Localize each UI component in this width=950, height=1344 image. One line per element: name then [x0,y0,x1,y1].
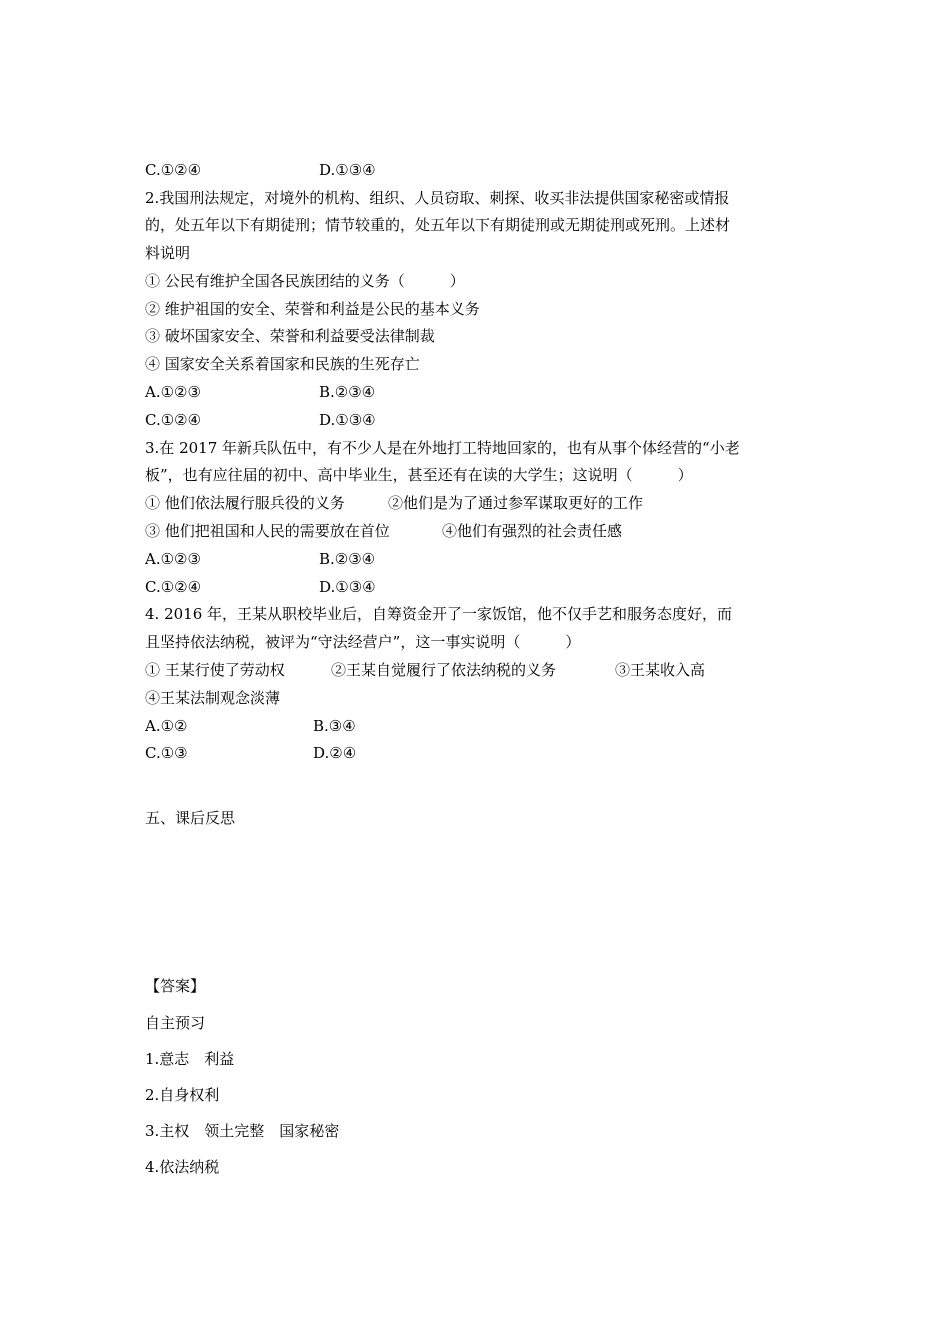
answer-line: 4.依法纳税 [145,1158,220,1176]
answers-subheading: 自主预习 [145,1014,206,1032]
answer-line: 3.主权 领土完整 国家秘密 [145,1122,340,1140]
q4-option-d: D.②④ [313,744,357,762]
q3-item: ②他们是为了通过参军谋取更好的工作 [388,494,644,512]
q3-option-c: C.①②④ [145,578,202,596]
q3-item: ① 他们依法履行服兵役的义务 [145,494,345,512]
q2-option-a: A.①②③ [145,383,201,401]
q4-stem-line: 4. 2016 年，王某从职校毕业后，自筹资金开了一家饭馆，他不仅手艺和服务态度好，而 [145,605,733,623]
q3-item: ③ 他们把祖国和人民的需要放在首位 [145,522,390,540]
q3-item: ④他们有强烈的社会责任感 [442,522,623,540]
q3-stem-line: 3.在 2017 年新兵队伍中，有不少人是在外地打工特地回家的，也有从事个体经营的“小老 [145,439,740,457]
q2-item: ① 公民有维护全国各民族团结的义务（ ） [145,272,465,290]
q4-option-c: C.①③ [145,744,188,762]
answer-line: 1.意志 利益 [145,1050,235,1068]
q2-item: ④ 国家安全关系着国家和民族的生死存亡 [145,355,420,373]
q2-option-d: D.①③④ [319,411,376,429]
q4-item: ① 王某行使了劳动权 [145,661,285,679]
q4-item: ④王某法制观念淡薄 [145,689,281,707]
q2-stem-line: 2.我国刑法规定，对境外的机构、组织、人员窃取、刺探、收买非法提供国家秘密或情报 [145,189,730,207]
section-heading: 五、课后反思 [145,809,236,827]
q3-option-b: B.②③④ [319,550,376,568]
answers-heading: 【答案】 [145,977,206,995]
q3-stem-line: 板”，也有应往届的初中、高中毕业生，甚至还有在读的大学生；这说明（ ） [145,466,693,484]
q3-option-a: A.①②③ [145,550,201,568]
q4-stem-line: 且坚持依法纳税，被评为“守法经营户”，这一事实说明（ ） [145,633,581,651]
q4-option-b: B.③④ [313,717,356,735]
q2-option-b: B.②③④ [319,383,376,401]
answer-line: 2.自身权利 [145,1086,220,1104]
q2-stem-line: 料说明 [145,244,191,262]
q1-option-d: D.①③④ [319,161,376,179]
q1-option-c: C.①②④ [145,161,202,179]
q3-option-d: D.①③④ [319,578,376,596]
q4-option-a: A.①② [145,717,188,735]
q2-item: ③ 破坏国家安全、荣誉和利益要受法律制裁 [145,327,435,345]
q2-stem-line: 的，处五年以下有期徒刑；情节较重的，处五年以下有期徒刑或无期徒刑或死刑。上述材 [145,216,731,234]
q4-item: ③王某收入高 [615,661,706,679]
q2-item: ② 维护祖国的安全、荣誉和利益是公民的基本义务 [145,300,480,318]
q4-item: ②王某自觉履行了依法纳税的义务 [331,661,557,679]
q2-option-c: C.①②④ [145,411,202,429]
